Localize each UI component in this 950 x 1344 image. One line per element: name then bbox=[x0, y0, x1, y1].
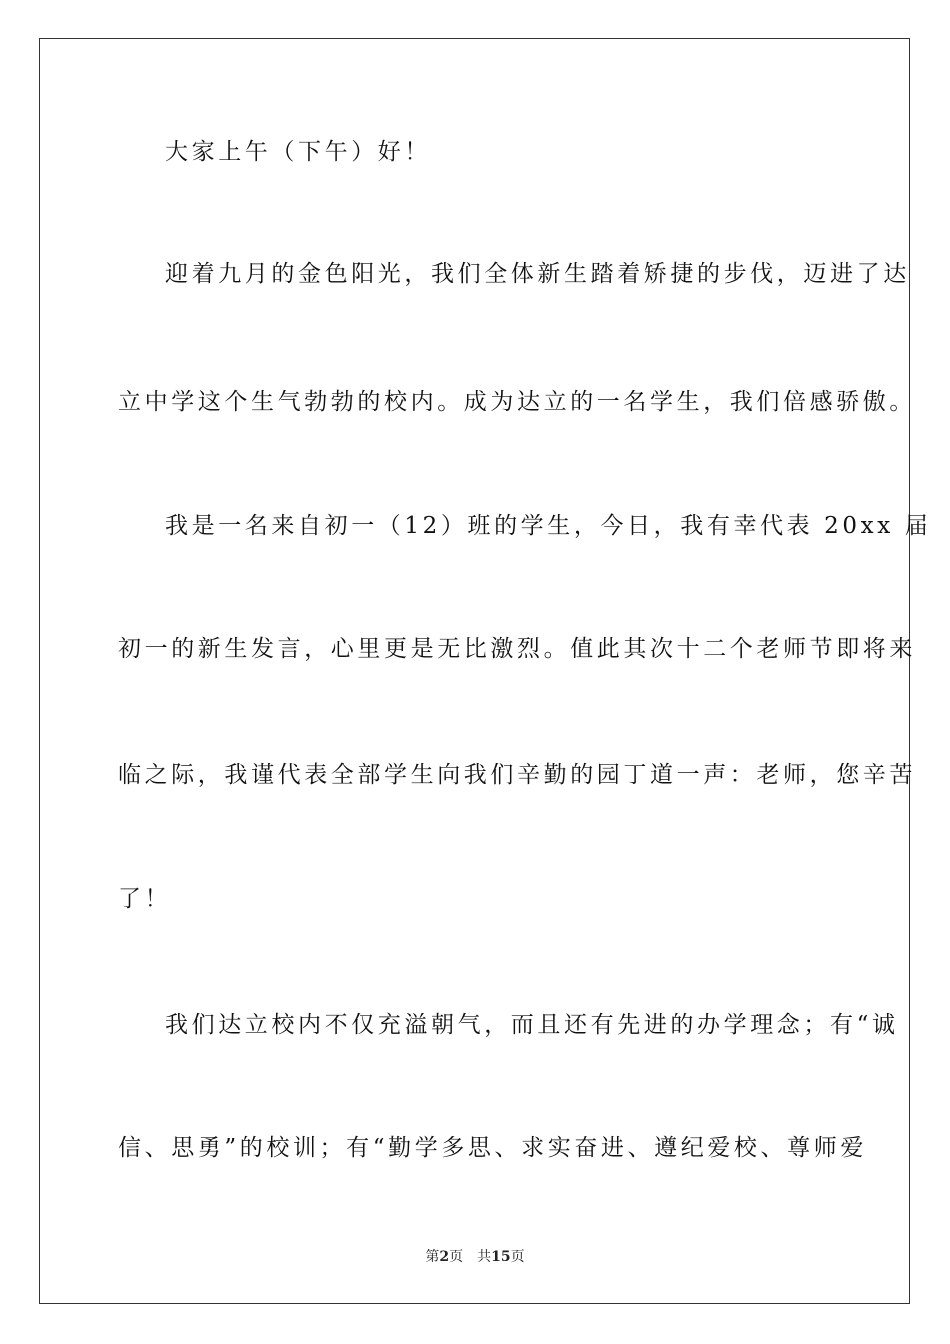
total-suffix: 页 bbox=[510, 1249, 525, 1265]
page-footer bbox=[0, 1247, 950, 1267]
paragraph-line: 迎着九月的金色阳光，我们全体新生踏着矫捷的步伐，迈进了达 bbox=[165, 261, 910, 287]
total-pages: 15 bbox=[491, 1249, 511, 1265]
page-suffix: 页 bbox=[449, 1249, 464, 1265]
total-prefix: 共 bbox=[477, 1249, 492, 1265]
paragraph-greeting: 大家上午（下午）好！ bbox=[165, 139, 431, 165]
paragraph-line: 初一的新生发言，心里更是无比激烈。值此其次十二个老师节即将来 bbox=[118, 636, 916, 662]
page-border bbox=[39, 38, 932, 1304]
page-prefix: 第 bbox=[425, 1249, 440, 1265]
paragraph-line: 信、思勇”的校训；有“勤学多思、求实奋进、遵纪爱校、尊师爱 bbox=[118, 1135, 867, 1161]
paragraph-line: 我是一名来自初一（12）班的学生，今日，我有幸代表 20xx 届 bbox=[165, 513, 932, 539]
page-number: 2 bbox=[439, 1249, 450, 1265]
paragraph-line: 了！ bbox=[118, 886, 172, 912]
paragraph-line: 我们达立校内不仅充溢朝气，而且还有先进的办学理念；有“诚 bbox=[165, 1012, 899, 1038]
paragraph-line: 立中学这个生气勃勃的校内。成为达立的一名学生，我们倍感骄傲。 bbox=[118, 389, 916, 415]
paragraph-line: 临之际，我谨代表全部学生向我们辛勤的园丁道一声：老师，您辛苦 bbox=[118, 762, 916, 788]
